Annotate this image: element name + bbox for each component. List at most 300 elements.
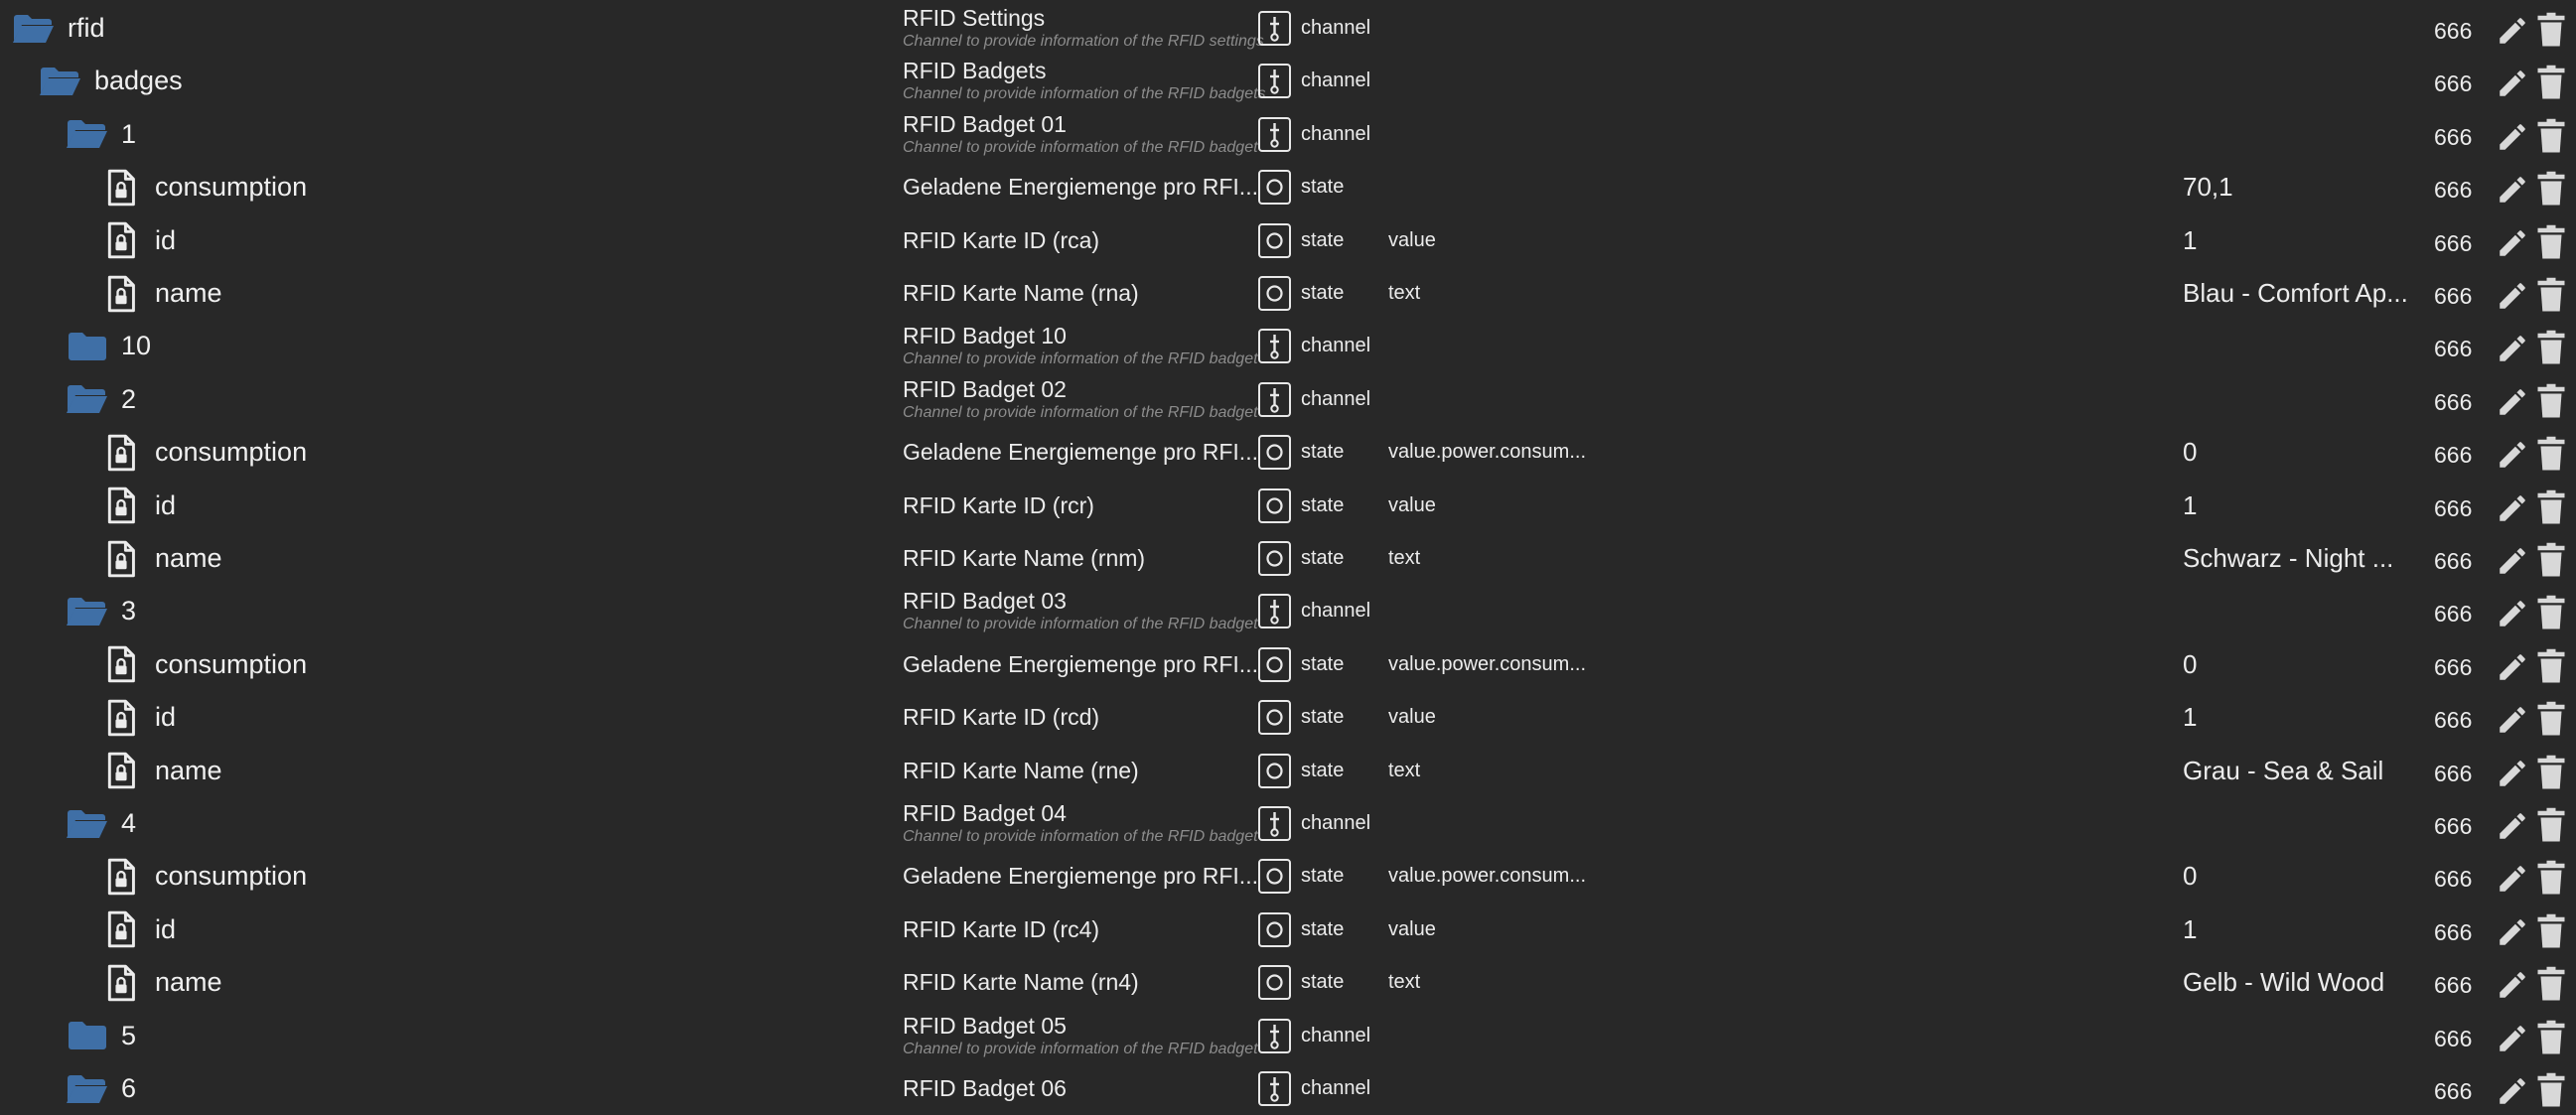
trash-icon	[2536, 330, 2566, 365]
description-subtitle: Channel to provide information of the RFID badget	[903, 616, 1258, 633]
type-label: state	[1301, 228, 1345, 251]
description-cell	[903, 161, 1258, 213]
channel-icon	[1258, 329, 1291, 363]
file-lock-icon	[99, 961, 143, 1005]
description-cell	[903, 638, 1258, 691]
type-label: state	[1301, 282, 1345, 304]
tree-row[interactable]	[0, 1010, 2576, 1062]
type-label: state	[1301, 493, 1345, 516]
pencil-icon	[2496, 438, 2529, 472]
node-name: consumption	[155, 648, 308, 679]
delete-button[interactable]	[2536, 224, 2566, 260]
type-label: channel	[1301, 600, 1371, 623]
node-name: id	[155, 224, 177, 255]
description-cell	[903, 904, 1258, 956]
name-cell[interactable]	[99, 745, 222, 797]
description-cell	[903, 373, 1258, 426]
value-cell[interactable]: Schwarz - Night ...	[2183, 543, 2394, 573]
edit-button[interactable]	[2496, 491, 2529, 525]
description-cell	[903, 426, 1258, 479]
description-subtitle: Channel to provide information of the RFID badgets	[903, 85, 1266, 103]
role-label: text	[1388, 282, 1421, 304]
description-title: RFID Badget 01	[903, 110, 1067, 137]
delete-button[interactable]	[2536, 330, 2566, 365]
pencil-icon	[2496, 173, 2529, 207]
node-name: name	[155, 278, 222, 308]
type-label: channel	[1301, 17, 1371, 39]
tree-row[interactable]	[0, 1062, 2576, 1115]
channel-icon	[1258, 806, 1291, 841]
file-lock-icon	[99, 272, 143, 316]
state-icon	[1258, 223, 1291, 258]
pencil-icon	[2496, 120, 2529, 154]
node-name: 6	[121, 1073, 137, 1103]
description-title: RFID Badgets	[903, 58, 1047, 84]
pencil-icon	[2496, 703, 2529, 737]
delete-button[interactable]	[2536, 860, 2566, 896]
description-cell	[903, 320, 1258, 372]
edit-button[interactable]	[2496, 385, 2529, 419]
folder-open-icon[interactable]	[66, 802, 109, 846]
value-cell[interactable]: 1	[2183, 913, 2198, 944]
file-lock-icon	[99, 537, 143, 581]
tree-row[interactable]	[0, 108, 2576, 161]
channel-icon	[1258, 382, 1291, 417]
edit-button[interactable]	[2496, 809, 2529, 843]
value-cell[interactable]: 0	[2183, 437, 2198, 468]
acl-value: 666	[2434, 336, 2473, 362]
name-cell[interactable]	[12, 2, 105, 55]
description-cell	[903, 108, 1258, 161]
acl-value: 666	[2434, 283, 2473, 309]
name-cell[interactable]	[66, 108, 136, 161]
tree-row[interactable]	[0, 373, 2576, 426]
tree-row[interactable]	[0, 161, 2576, 213]
acl-value: 666	[2434, 918, 2473, 945]
name-cell[interactable]	[66, 585, 136, 637]
type-label: state	[1301, 706, 1345, 729]
type-label: state	[1301, 547, 1345, 569]
description-title: RFID Karte Name (rnm)	[903, 545, 1146, 571]
node-name: badges	[94, 66, 183, 96]
description-subtitle: Channel to provide information of the RFID badget	[903, 1040, 1258, 1057]
description-title: RFID Karte ID (rc4)	[903, 915, 1100, 942]
pencil-icon	[2496, 385, 2529, 419]
edit-button[interactable]	[2496, 597, 2529, 630]
role-label: text	[1388, 547, 1421, 569]
trash-icon	[2536, 277, 2566, 313]
node-name: consumption	[155, 861, 308, 892]
type-label: state	[1301, 865, 1345, 888]
state-icon	[1258, 488, 1291, 523]
tree-row[interactable]	[0, 320, 2576, 372]
role-label: value	[1388, 706, 1436, 729]
acl-value: 666	[2434, 442, 2473, 469]
name-cell[interactable]	[99, 850, 307, 903]
value-cell[interactable]: 0	[2183, 648, 2198, 679]
edit-button[interactable]	[2496, 332, 2529, 365]
delete-button[interactable]	[2536, 436, 2566, 472]
file-lock-icon	[99, 431, 143, 475]
edit-button[interactable]	[2496, 703, 2529, 737]
acl-value: 666	[2434, 177, 2473, 204]
folder-open-icon[interactable]	[66, 1067, 109, 1111]
delete-button[interactable]	[2536, 1072, 2566, 1108]
trash-icon	[2536, 489, 2566, 525]
name-cell[interactable]	[99, 904, 176, 956]
file-lock-icon	[99, 696, 143, 740]
file-lock-icon	[99, 642, 143, 686]
tree-row[interactable]	[0, 745, 2576, 797]
state-icon	[1258, 965, 1291, 1000]
name-cell[interactable]	[99, 426, 307, 479]
description-title: RFID Karte ID (rca)	[903, 226, 1100, 253]
node-name: name	[155, 543, 222, 573]
tree-row[interactable]	[0, 2, 2576, 55]
description-title: RFID Badget 06	[903, 1075, 1067, 1101]
tree-row[interactable]	[0, 638, 2576, 691]
role-label: value.power.consum...	[1388, 652, 1586, 675]
tree-row[interactable]	[0, 267, 2576, 320]
description-cell	[903, 1062, 1258, 1115]
description-title: RFID Karte ID (rcd)	[903, 704, 1100, 731]
delete-button[interactable]	[2536, 489, 2566, 525]
delete-button[interactable]	[2536, 648, 2566, 684]
state-icon	[1258, 700, 1291, 735]
acl-value: 666	[2434, 1025, 2473, 1051]
edit-button[interactable]	[2496, 1074, 2529, 1108]
name-cell[interactable]	[66, 1062, 136, 1115]
pencil-icon	[2496, 544, 2529, 578]
name-cell[interactable]	[66, 373, 136, 426]
channel-icon	[1258, 64, 1291, 98]
name-cell[interactable]	[99, 956, 222, 1009]
description-subtitle: Channel to provide information of the RFID badget	[903, 403, 1258, 421]
trash-icon	[2536, 701, 2566, 737]
value-cell[interactable]: 70,1	[2183, 172, 2233, 203]
state-icon	[1258, 170, 1291, 205]
channel-icon	[1258, 1071, 1291, 1106]
pencil-icon	[2496, 67, 2529, 100]
type-label: channel	[1301, 1077, 1371, 1099]
trash-icon	[2536, 383, 2566, 419]
description-cell	[903, 1010, 1258, 1062]
role-label: value	[1388, 228, 1436, 251]
edit-button[interactable]	[2496, 226, 2529, 260]
acl-value: 666	[2434, 813, 2473, 839]
pencil-icon	[2496, 1074, 2529, 1108]
node-name: id	[155, 489, 177, 520]
delete-button[interactable]	[2536, 277, 2566, 313]
edit-button[interactable]	[2496, 862, 2529, 896]
type-label: channel	[1301, 335, 1371, 357]
edit-button[interactable]	[2496, 650, 2529, 684]
description-cell	[903, 480, 1258, 532]
name-cell[interactable]	[99, 532, 222, 585]
value-cell[interactable]: 0	[2183, 861, 2198, 892]
name-cell[interactable]	[39, 55, 183, 107]
pencil-icon	[2496, 226, 2529, 260]
type-label: state	[1301, 759, 1345, 781]
type-label: state	[1301, 441, 1345, 464]
file-lock-icon	[99, 855, 143, 899]
delete-button[interactable]	[2536, 542, 2566, 578]
delete-button[interactable]	[2536, 595, 2566, 630]
acl-value: 666	[2434, 18, 2473, 44]
file-lock-icon	[99, 166, 143, 209]
edit-button[interactable]	[2496, 173, 2529, 207]
role-label: text	[1388, 759, 1421, 781]
trash-icon	[2536, 436, 2566, 472]
role-label: value	[1388, 493, 1436, 516]
trash-icon	[2536, 12, 2566, 48]
state-icon	[1258, 435, 1291, 470]
trash-icon	[2536, 65, 2566, 100]
type-label: channel	[1301, 70, 1371, 92]
tree-row[interactable]	[0, 426, 2576, 479]
description-cell	[903, 585, 1258, 637]
description-cell	[903, 745, 1258, 797]
folder-open-icon[interactable]	[66, 112, 109, 156]
tree-row[interactable]	[0, 904, 2576, 956]
role-label: value	[1388, 917, 1436, 940]
channel-icon	[1258, 11, 1291, 46]
delete-button[interactable]	[2536, 807, 2566, 843]
trash-icon	[2536, 542, 2566, 578]
file-lock-icon	[99, 907, 143, 951]
acl-value: 666	[2434, 229, 2473, 256]
tree-row[interactable]	[0, 55, 2576, 107]
description-title: RFID Karte Name (rn4)	[903, 969, 1139, 996]
acl-value: 666	[2434, 707, 2473, 734]
edit-button[interactable]	[2496, 120, 2529, 154]
tree-row[interactable]	[0, 585, 2576, 637]
description-title: Geladene Energiemenge pro RFI...	[903, 650, 1258, 677]
node-name: id	[155, 702, 177, 733]
pencil-icon	[2496, 332, 2529, 365]
acl-value: 666	[2434, 653, 2473, 680]
description-title: RFID Badget 04	[903, 800, 1067, 826]
acl-value: 666	[2434, 760, 2473, 786]
folder-open-icon[interactable]	[66, 377, 109, 421]
trash-icon	[2536, 807, 2566, 843]
state-icon	[1258, 647, 1291, 682]
name-cell[interactable]	[99, 267, 222, 320]
name-cell[interactable]	[66, 320, 151, 372]
description-cell	[903, 532, 1258, 585]
description-cell	[903, 691, 1258, 744]
folder-icon[interactable]	[66, 325, 109, 368]
trash-icon	[2536, 1072, 2566, 1108]
delete-button[interactable]	[2536, 171, 2566, 207]
acl-value: 666	[2434, 494, 2473, 521]
description-title: RFID Badget 02	[903, 375, 1067, 402]
description-cell	[903, 267, 1258, 320]
trash-icon	[2536, 755, 2566, 790]
trash-icon	[2536, 966, 2566, 1002]
node-name: consumption	[155, 437, 308, 468]
pencil-icon	[2496, 757, 2529, 790]
value-cell[interactable]: Grau - Sea & Sail	[2183, 755, 2384, 785]
type-label: channel	[1301, 812, 1371, 834]
edit-button[interactable]	[2496, 438, 2529, 472]
delete-button[interactable]	[2536, 966, 2566, 1002]
acl-value: 666	[2434, 866, 2473, 893]
description-title: RFID Karte Name (rne)	[903, 757, 1139, 783]
type-label: state	[1301, 971, 1345, 994]
description-title: RFID Karte Name (rna)	[903, 280, 1139, 306]
edit-button[interactable]	[2496, 14, 2529, 48]
trash-icon	[2536, 913, 2566, 949]
tree-row[interactable]	[0, 532, 2576, 585]
node-name: name	[155, 967, 222, 998]
role-label: value.power.consum...	[1388, 865, 1586, 888]
pencil-icon	[2496, 597, 2529, 630]
delete-button[interactable]	[2536, 118, 2566, 154]
node-name: 3	[121, 596, 137, 627]
description-cell	[903, 2, 1264, 55]
description-title: RFID Karte ID (rcr)	[903, 491, 1094, 518]
channel-icon	[1258, 594, 1291, 628]
edit-button[interactable]	[2496, 968, 2529, 1002]
trash-icon	[2536, 648, 2566, 684]
pencil-icon	[2496, 491, 2529, 525]
description-title: RFID Badget 10	[903, 323, 1067, 349]
delete-button[interactable]	[2536, 12, 2566, 48]
node-name: id	[155, 913, 177, 944]
type-label: channel	[1301, 1024, 1371, 1046]
description-title: Geladene Energiemenge pro RFI...	[903, 863, 1258, 890]
value-cell[interactable]: 1	[2183, 224, 2198, 255]
description-subtitle: Channel to provide information of the RFID badget	[903, 350, 1258, 368]
description-cell	[903, 956, 1258, 1009]
description-title: Geladene Energiemenge pro RFI...	[903, 439, 1258, 466]
delete-button[interactable]	[2536, 701, 2566, 737]
type-label: state	[1301, 176, 1345, 199]
pencil-icon	[2496, 915, 2529, 949]
state-icon	[1258, 541, 1291, 576]
acl-value: 666	[2434, 123, 2473, 150]
name-cell[interactable]	[99, 480, 176, 532]
node-name: 1	[121, 118, 137, 149]
delete-button[interactable]	[2536, 1020, 2566, 1055]
name-cell[interactable]	[66, 1010, 136, 1062]
description-title: RFID Settings	[903, 5, 1046, 31]
description-cell	[903, 850, 1258, 903]
type-label: state	[1301, 652, 1345, 675]
description-subtitle: Channel to provide information of the RFID settings	[903, 33, 1264, 50]
tree-row[interactable]	[0, 956, 2576, 1009]
role-label: text	[1388, 971, 1421, 994]
acl-value: 666	[2434, 601, 2473, 627]
file-lock-icon	[99, 218, 143, 262]
tree-row[interactable]	[0, 797, 2576, 850]
file-lock-icon	[99, 484, 143, 527]
delete-button[interactable]	[2536, 65, 2566, 100]
value-cell[interactable]: Blau - Comfort Ap...	[2183, 278, 2408, 308]
edit-button[interactable]	[2496, 757, 2529, 790]
pencil-icon	[2496, 650, 2529, 684]
tree-row[interactable]	[0, 850, 2576, 903]
name-cell[interactable]	[99, 691, 176, 744]
value-cell[interactable]: 1	[2183, 702, 2198, 733]
description-title: RFID Badget 05	[903, 1012, 1067, 1039]
state-icon	[1258, 276, 1291, 311]
description-title: Geladene Energiemenge pro RFI...	[903, 174, 1258, 201]
delete-button[interactable]	[2536, 383, 2566, 419]
file-lock-icon	[99, 749, 143, 792]
name-cell[interactable]	[99, 161, 307, 213]
edit-button[interactable]	[2496, 1022, 2529, 1055]
trash-icon	[2536, 860, 2566, 896]
trash-icon	[2536, 1020, 2566, 1055]
edit-button[interactable]	[2496, 279, 2529, 313]
trash-icon	[2536, 171, 2566, 207]
node-name: 2	[121, 383, 137, 414]
folder-open-icon[interactable]	[66, 590, 109, 633]
node-name: 10	[121, 331, 152, 361]
description-cell	[903, 797, 1258, 850]
tree-row[interactable]	[0, 214, 2576, 267]
acl-value: 666	[2434, 388, 2473, 415]
description-title: RFID Badget 03	[903, 588, 1067, 615]
node-name: 5	[121, 1020, 137, 1050]
delete-button[interactable]	[2536, 913, 2566, 949]
trash-icon	[2536, 118, 2566, 154]
name-cell[interactable]	[66, 797, 136, 850]
pencil-icon	[2496, 809, 2529, 843]
edit-button[interactable]	[2496, 67, 2529, 100]
folder-open-icon[interactable]	[12, 7, 56, 51]
pencil-icon	[2496, 1022, 2529, 1055]
node-name: name	[155, 755, 222, 785]
state-icon	[1258, 754, 1291, 788]
pencil-icon	[2496, 279, 2529, 313]
role-label: value.power.consum...	[1388, 441, 1586, 464]
description-cell	[903, 55, 1266, 107]
trash-icon	[2536, 224, 2566, 260]
tree-row[interactable]	[0, 480, 2576, 532]
state-icon	[1258, 912, 1291, 947]
description-cell	[903, 214, 1258, 267]
tree-row[interactable]	[0, 691, 2576, 744]
type-label: channel	[1301, 387, 1371, 410]
description-subtitle: Channel to provide information of the RFID badget	[903, 138, 1258, 156]
delete-button[interactable]	[2536, 755, 2566, 790]
description-subtitle: Channel to provide information of the RFID badget	[903, 828, 1258, 845]
acl-value: 666	[2434, 548, 2473, 574]
pencil-icon	[2496, 862, 2529, 896]
value-cell[interactable]: 1	[2183, 489, 2198, 520]
acl-value: 666	[2434, 1078, 2473, 1104]
name-cell[interactable]	[99, 214, 176, 267]
node-name: 4	[121, 808, 137, 838]
folder-open-icon[interactable]	[39, 60, 82, 103]
value-cell[interactable]: Gelb - Wild Wood	[2183, 967, 2385, 998]
name-cell[interactable]	[99, 638, 307, 691]
folder-icon[interactable]	[66, 1014, 109, 1057]
trash-icon	[2536, 595, 2566, 630]
acl-value: 666	[2434, 972, 2473, 999]
acl-value: 666	[2434, 70, 2473, 97]
pencil-icon	[2496, 14, 2529, 48]
node-name: consumption	[155, 172, 308, 203]
edit-button[interactable]	[2496, 915, 2529, 949]
node-name: rfid	[68, 13, 105, 43]
state-icon	[1258, 859, 1291, 894]
channel-icon	[1258, 117, 1291, 152]
edit-button[interactable]	[2496, 544, 2529, 578]
